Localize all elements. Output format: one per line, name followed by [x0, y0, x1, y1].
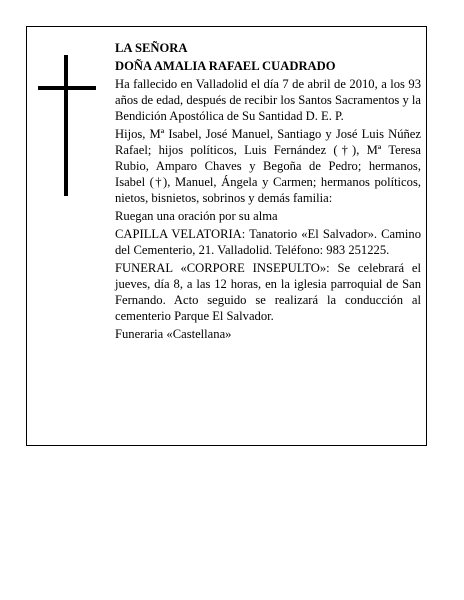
family-paragraph: Hijos, Mª Isabel, José Manuel, Santiago y José Luis Núñez Rafael; hijos políticos, Luis Fernández (†), Mª Teresa Rubio, Amparo Chaves y Begoña de Pedro; hermanos, Isabel (†), Manuel, Ángela y Carmen; hermanos políticos, nietos, bisnietos, sobrinos y demás familia: [115, 127, 421, 205]
obituary-text [115, 40, 421, 344]
title-line-1: LA SEÑORA [115, 41, 188, 55]
passing-paragraph: Ha fallecido en Valladolid el día 7 de abril de 2010, a los 93 años de edad, después de recibir los Santos Sacramentos y la Bendición Apostólica de Su Santidad D. E. P. [115, 77, 422, 123]
deceased-name: DOÑA AMALIA RAFAEL CUADRADO [115, 59, 336, 73]
cross-icon [64, 55, 68, 196]
funeral-paragraph: FUNERAL «CORPORE INSEPULTO»: Se celebrará el jueves, día 8, a las 12 horas, en la iglesia parroquial de San Fernando. Acto seguido se realizará la conducción al cementerio Parque El Salvador. [115, 261, 421, 323]
prayer-line: Ruegan una oración por su alma [115, 209, 278, 223]
cross-icon-crossbar [38, 86, 96, 90]
chapel-paragraph: CAPILLA VELATORIA: Tanatorio «El Salvador». Camino del Cementerio, 21. Valladolid. Teléfono: 983 251225. [115, 227, 421, 257]
funeral-home-line: Funeraria «Castellana» [115, 327, 232, 341]
